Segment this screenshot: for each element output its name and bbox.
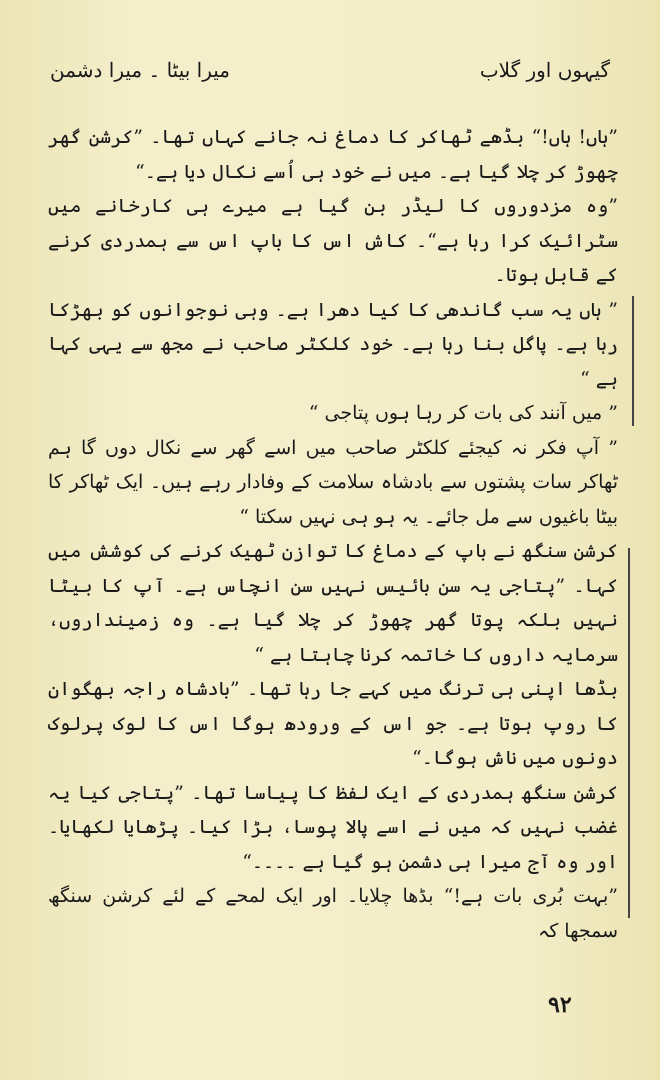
paragraph-9: ”بہت بُری بات ہے!“ بڈھا چلایا۔ اور ایک لمحے کے لئے کرشن سنگھ سمجھا کہ [48, 885, 618, 942]
paragraph-4: ” میں آنند کی بات کر رہا ہوں پتاجی “ [308, 402, 618, 424]
paragraph-6: کرشن سنگھ نے باپ کے دماغ کا توازن ٹھیک کرنے کی کوشش میں کہا۔ ”پتاجی یہ سن بائیس نہیں سن انچاس ہے۔ آپ کا بیٹا نہیں بلکہ پوتا گھر چھوڑ کر چلا گیا ہے۔ وہ زمینداروں، سرمایہ داروں کا خاتمہ کرنا چاہتا ہے “ [48, 540, 618, 666]
book-title: گیہوں اور گلاب [479, 58, 610, 82]
page-number: ۹۲ [548, 992, 572, 1018]
margin-mark-line [632, 296, 634, 426]
paragraph-2: ”وہ مزدوروں کا لیڈر بن گیا ہے میرے ہی کارخانے میں سٹرائیک کرا رہا ہے“۔ کاش اس کا باپ اس سے ہمدردی کرنے کے قابل ہوتا۔ [48, 195, 618, 286]
margin-mark-line [628, 548, 630, 918]
paragraph-1: ”ہاں! ہاں!“ بڈھے ٹھاکر کا دماغ نہ جانے کہاں تھا۔ ”کرشن گھر چھوڑ کر چلا گیا ہے۔ میں نے خود ہی اُسے نکال دیا ہے۔“ [48, 126, 618, 183]
body-text [48, 120, 618, 948]
paragraph-7: بڈھا اپنی ہی ترنگ میں کہے جا رہا تھا۔ ”بادشاہ راجہ بھگوان کا روپ ہوتا ہے۔ جو اس کے ورودھ ہوگا اس کا لوک پرلوک دونوں میں ناش ہوگا۔“ [48, 678, 618, 769]
chapter-title: میرا بیٹا ۔ میرا دشمن [50, 58, 231, 82]
running-header [50, 58, 610, 98]
paragraph-5: ” آپ فکر نہ کیجئے کلکٹر صاحب میں اسے گھر سے نکال دوں گا ہم ٹھاکر سات پشتوں سے بادشاہ سلامت کے وفادار رہے ہیں۔ ایک ٹھاکر کا بیٹا باغیوں سے مل جائے۔ یہ ہو ہی نہیں سکتا “ [48, 436, 618, 528]
paragraph-3: ” ہاں یہ سب گاندھی کا کیا دھرا ہے۔ وہی نوجوانوں کو بھڑکا رہا ہے۔ پاگل بنا رہا ہے۔ خود کلکٹر صاحب نے مجھ سے یہی کہا ہے “ [48, 298, 618, 390]
paragraph-8: کرشن سنگھ ہمدردی کے ایک لفظ کا پیاسا تھا۔ ”پتاجی کیا یہ غضب نہیں کہ میں نے اسے پالا پوسا، بڑا کیا۔ پڑھایا لکھایا۔ اور وہ آج میرا ہی دشمن ہو گیا ہے ۔۔۔۔“ [48, 781, 618, 873]
